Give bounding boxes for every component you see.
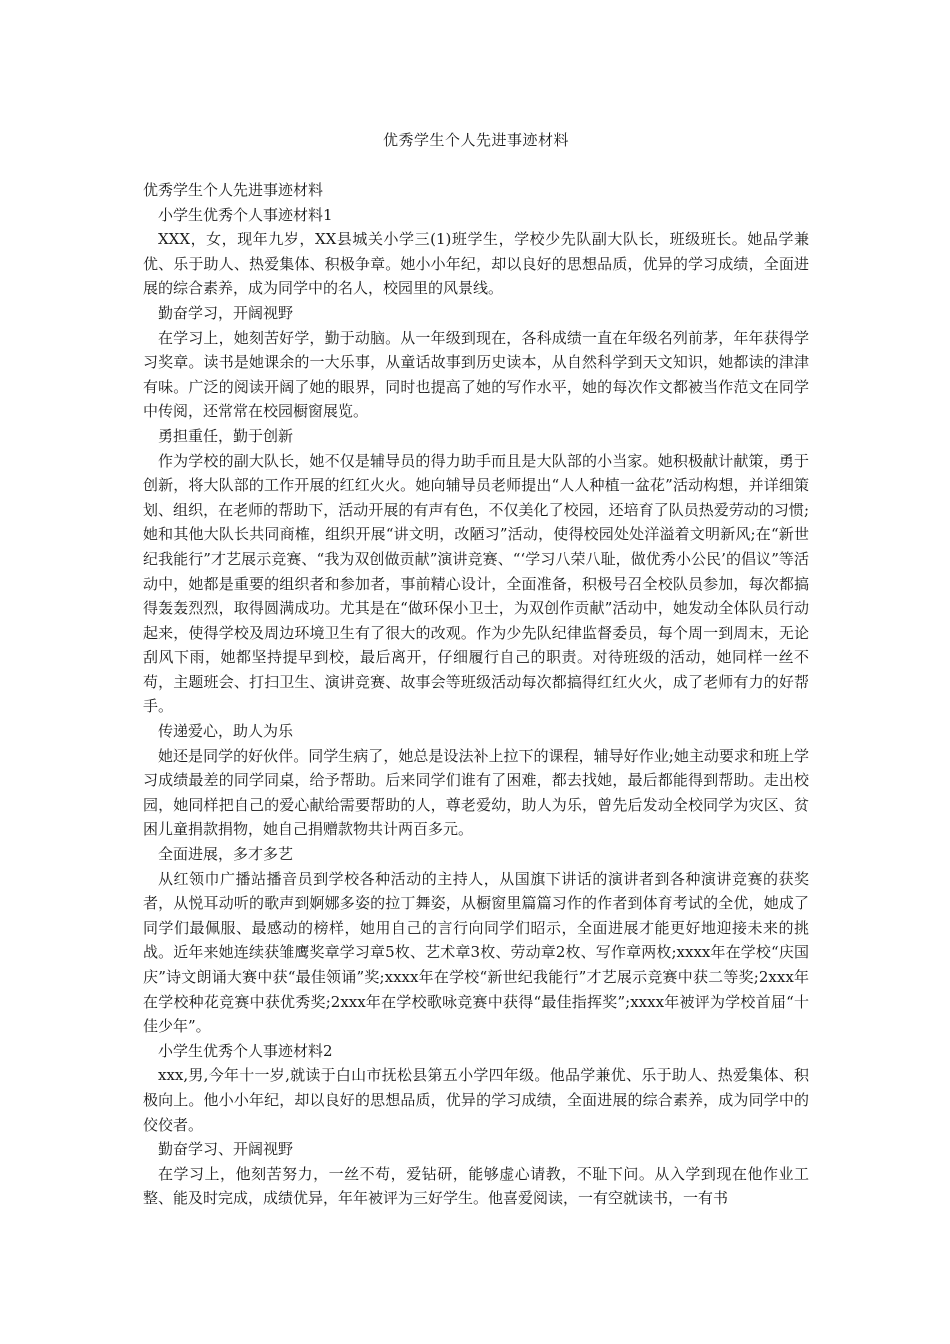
paragraph: 从红领巾广播站播音员到学校各种活动的主持人，从国旗下讲话的演讲者到各种演讲竞赛的获奖者，从悦耳动听的歌声到婀娜多姿的拉丁舞姿，从橱窗里篇篇习作的作者到体育考试的全优，她成了同学们最佩服、最感动的榜样，她用自己的言行向同学们昭示，全面进展才能更好地迎接未来的挑战。近年来她连续获雏鹰奖章学习章5枚、艺术章3枚、劳动章2枚、写作章两枚;xxxx年在学校“庆国庆”诗文朗诵大赛中获“最佳领诵”奖;xxxx年在学校“新世纪我能行”才艺展示竞赛中获二等奖;2xxx年在学校种花竞赛中获优秀奖;2xxx年在学校歌咏竞赛中获得“最佳指挥奖”;xxxx年被评为学校首届“十佳少年”。 [143,869,809,1036]
document-page [143,0,809,1211]
paragraph: XXX，女，现年九岁，XX县城关小学三(1)班学生，学校少先队副大队长，班级班长。她品学兼优、乐于助人、热爱集体、积极争章。她小小年纪，却以良好的思想品质，优异的学习成绩，全面进展的综合素养，成为同学中的名人，校园里的风景线。 [143,230,809,298]
paragraph: 全面进展，多才多艺 [158,845,294,864]
paragraph: 她还是同学的好伙伴。同学生病了，她总是设法补上拉下的课程，辅导好作业;她主动要求和班上学习成绩最差的同学同桌，给予帮助。后来同学们谁有了困难，都去找她，最后都能得到帮助。走出校园，她同样把自己的爱心献给需要帮助的人，尊老爱幼，助人为乐，曾先后发动全校同学为灾区、贫困儿童捐款捐物，她自己捐赠款物共计两百多元。 [143,746,809,839]
paragraph: xxx,男,今年十一岁,就读于白山市抚松县第五小学四年级。他品学兼优、乐于助人、热爱集体、积极向上。他小小年纪，却以良好的思想品质，优异的学习成绩，全面进展的综合素养，成为同学中的佼佼者。 [143,1066,809,1134]
paragraph: 优秀学生个人先进事迹材料 [143,181,324,199]
document-title: 优秀学生个人先进事迹材料 [382,131,569,149]
paragraph: 勤奋学习、开阔视野 [158,1140,294,1159]
paragraph: 小学生优秀个人事迹材料1 [158,205,333,224]
paragraph: 作为学校的副大队长，她不仅是辅导员的得力助手而且是大队部的小当家。她积极献计献策，勇于创新，将大队部的工作开展的红红火火。她向辅导员老师提出“人人种植一盆花”活动构想，并详细策划、组织，在老师的帮助下，活动开展的有声有色，不仅美化了校园，还培育了队员热爱劳动的习惯;她和其他大队长共同商榷，组织开展“讲文明，改陋习”活动，使得校园处处洋溢着文明新风;在“新世纪我能行”才艺展示竞赛、“我为双创做贡献”演讲竞赛、“‘学习八荣八耻，做优秀小公民’的倡议”等活动中，她都是重要的组织者和参加者，事前精心设计，全面准备，积极号召全校队员参加，每次都搞得轰轰烈烈，取得圆满成功。尤其是在“做环保小卫士，为双创作贡献”活动中，她发动全体队员行动起来，使得学校及周边环境卫生有了很大的改观。作为少先队纪律监督委员，每个周一到周末，无论刮风下雨，她都坚持提早到校，最后离开，仔细履行自己的职责。对待班级的活动，她同样一丝不苟，主题班会、打扫卫生、演讲竞赛、故事会等班级活动每次都搞得红红火火，成了老师有力的好帮手。 [143,451,809,716]
paragraph: 传递爱心，助人为乐 [158,722,294,741]
paragraph: 在学习上，她刻苦好学，勤于动脑。从一年级到现在，各科成绩一直在年级名列前茅，年年获得学习奖章。读书是她课余的一大乐事，从童话故事到历史读本，从自然科学到天文知识，她都读的津津有味。广泛的阅读开阔了她的眼界，同时也提高了她的写作水平，她的每次作文都被当作范文在同学中传阅，还常常在校园橱窗展览。 [143,328,809,421]
paragraph: 勇担重任，勤于创新 [158,426,294,445]
document-body [143,178,809,1211]
paragraph: 在学习上，他刻苦努力，一丝不苟，爱钻研，能够虚心请教，不耻下问。从入学到现在他作业工整、能及时完成，成绩优异，年年被评为三好学生。他喜爱阅读，一有空就读书，一有书 [143,1164,809,1208]
paragraph: 小学生优秀个人事迹材料2 [158,1041,333,1060]
paragraph: 勤奋学习，开阔视野 [158,303,294,322]
